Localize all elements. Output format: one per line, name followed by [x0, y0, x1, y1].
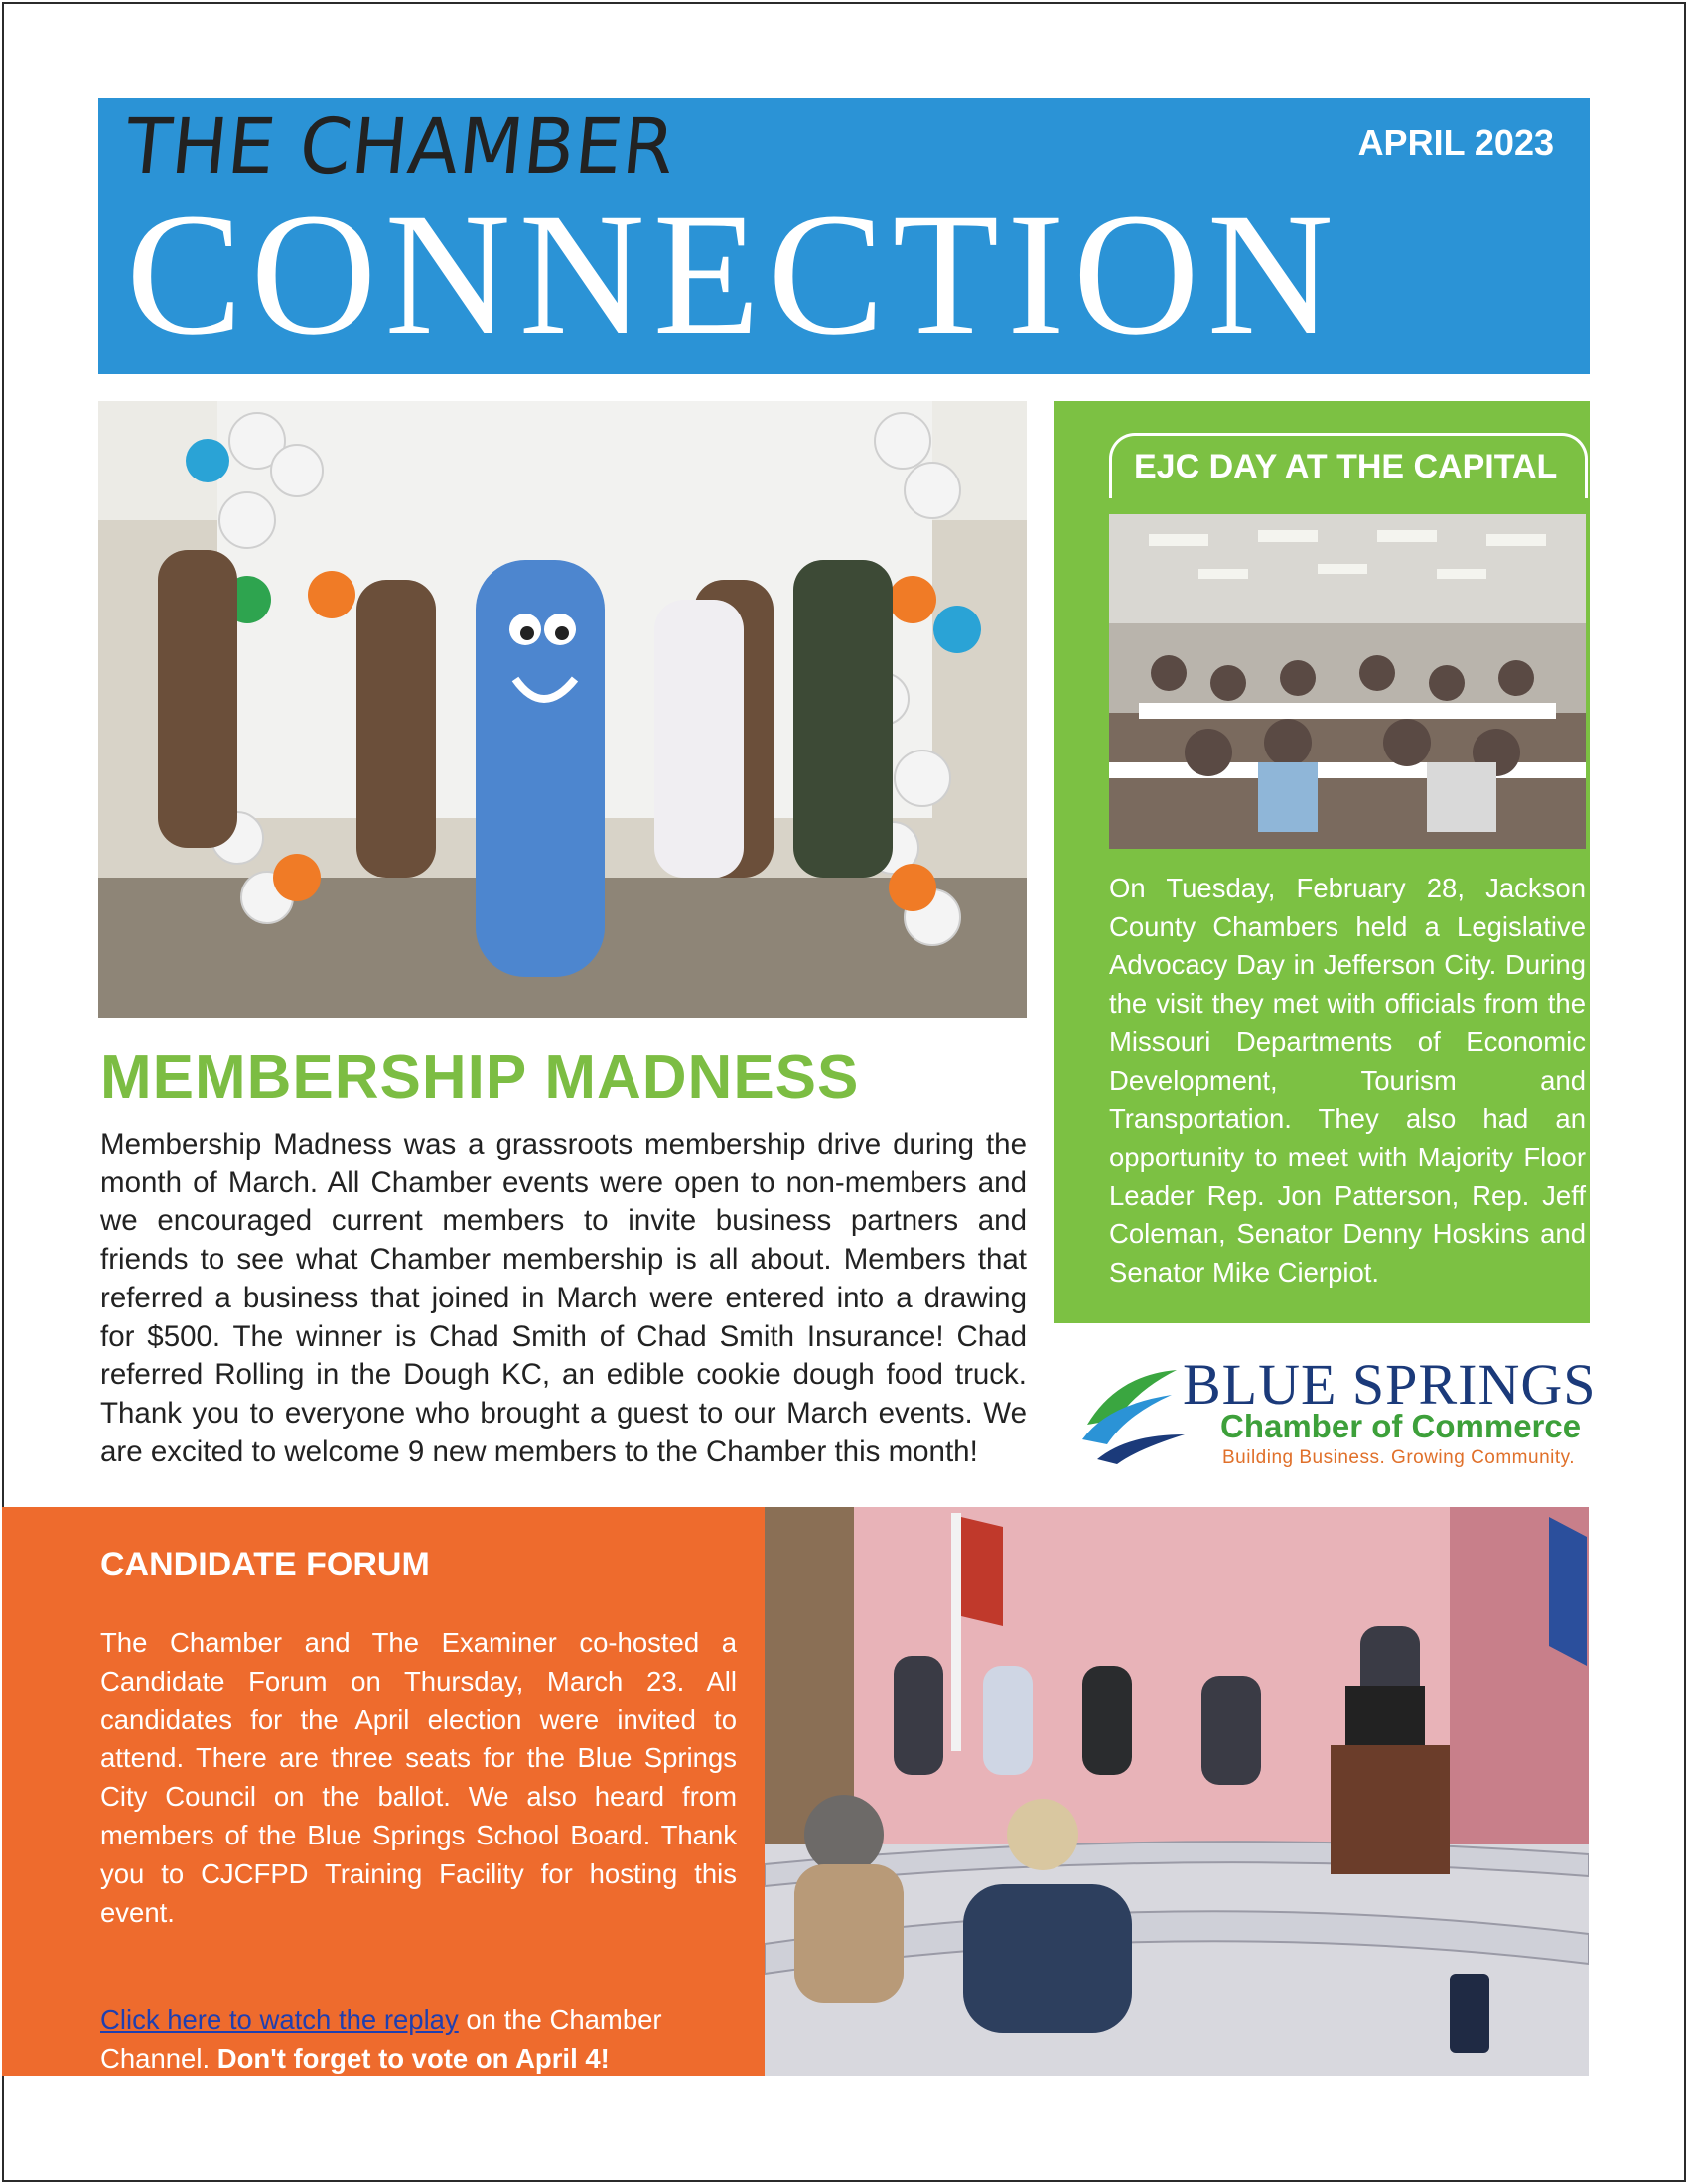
masthead	[98, 98, 1590, 374]
membership-heading: MEMBERSHIP MADNESS	[100, 1043, 860, 1112]
ejc-heading: EJC DAY AT THE CAPITAL	[1134, 448, 1558, 485]
logo-tagline: Building Business. Growing Community.	[1222, 1447, 1576, 1468]
forum-box	[2, 1507, 765, 2076]
membership-body: Membership Madness was a grassroots membership drive during the month of March. All Chamber events were open to non-members and we encouraged current members to invite business partners and friends to see what Chamber membership is all about. Members that referred a business that joined in March were entered into a drawing for $500. The winner is Chad Smith of Chad Smith Insurance! Chad referred Rolling in the Dough KC, an edible cookie dough food truck. Thank you to everyone who brought a guest to our March events. We are excited to welcome 9 new members to the Chamber this month!	[100, 1128, 1027, 1468]
forum-footer	[100, 2001, 737, 2079]
logo-swoosh-icon	[1077, 1365, 1187, 1464]
logo-name: BLUE SPRINGS	[1183, 1352, 1597, 1417]
vote-reminder: Don't forget to vote on April 4!	[216, 2042, 610, 2074]
ejc-box	[1054, 401, 1590, 1323]
masthead-big-title: CONNECTION	[126, 178, 1341, 371]
chamber-logo	[1077, 1345, 1597, 1474]
issue-date: APRIL 2023	[1357, 122, 1554, 163]
forum-photo	[765, 1507, 1589, 2076]
ejc-heading-tab	[1109, 433, 1588, 498]
forum-heading: CANDIDATE FORUM	[100, 1546, 430, 1583]
masthead-small-title: THE CHAMBER	[121, 101, 680, 193]
forum-body: The Chamber and The Examiner co-hosted a Candidate Forum on Thursday, March 23. All candidates for the April election were invited to attend. There are three seats for the Blue Springs City Council on the ballot. We also heard from members of the Blue Springs School Board. Thank you to CJCFPD Training Facility for hosting this event.	[100, 1627, 737, 1928]
logo-subtitle: Chamber of Commerce	[1220, 1408, 1582, 1444]
ejc-photo	[1109, 514, 1586, 849]
ejc-body: On Tuesday, February 28, Jackson County Chambers held a Legislative Advocacy Day in Jefferson City. During the visit they met with officials from the Missouri Departments of Economic Development, Tourism and Transportation. They also had an opportunity to meet with Majority Floor Leader Rep. Jon Patterson, Rep. Jeff Coleman, Senator Denny Hoskins and Senator Mike Cierpiot.	[1109, 873, 1586, 1289]
replay-link[interactable]: Click here to watch the replay	[100, 2004, 459, 2035]
forum-after-link: on the Chamber Channel.	[100, 2004, 662, 2074]
membership-photo	[98, 401, 1027, 1018]
